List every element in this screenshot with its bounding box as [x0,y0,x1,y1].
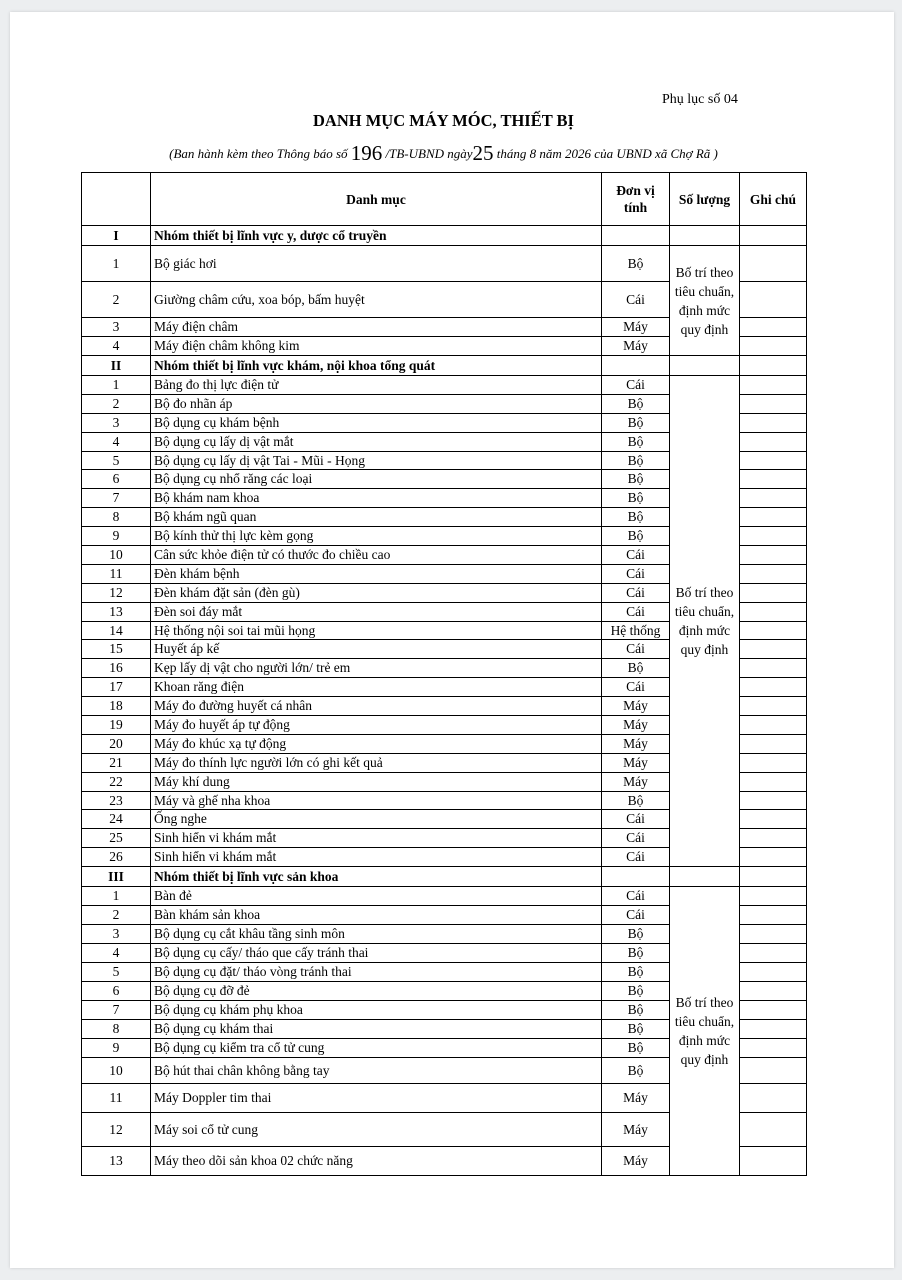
note-cell [740,546,807,565]
note-cell [740,925,807,944]
section-code: III [82,867,151,887]
note-cell [740,583,807,602]
subtitle-part-2: /TB-UBND ngày [385,146,473,161]
item-unit: Bộ [602,413,670,432]
item-number: 12 [82,1113,151,1147]
subtitle-part-1: (Ban hành kèm theo Thông báo số [169,146,348,161]
note-cell [740,489,807,508]
item-number: 6 [82,470,151,489]
item-name: Máy khí dung [151,772,602,791]
note-cell [740,1113,807,1147]
note-cell [740,829,807,848]
item-number: 5 [82,451,151,470]
item-name: Máy đo đường huyết cá nhân [151,697,602,716]
section-quantity-cell [670,226,740,246]
table-row [82,376,807,395]
item-number: 4 [82,432,151,451]
item-number: 9 [82,1039,151,1058]
table-row [82,887,807,906]
note-cell [740,697,807,716]
item-unit: Cái [602,906,670,925]
note-cell [740,337,807,356]
item-number: 11 [82,564,151,583]
note-cell [740,1058,807,1084]
item-name: Bộ khám nam khoa [151,489,602,508]
item-number: 18 [82,697,151,716]
item-unit: Bộ [602,1058,670,1084]
note-cell [740,678,807,697]
item-name: Bộ dụng cụ đỡ đẻ [151,982,602,1001]
section-unit-cell [602,356,670,376]
note-cell [740,318,807,337]
item-number: 4 [82,337,151,356]
section-note-cell [740,356,807,376]
item-name: Bộ giác hơi [151,246,602,282]
note-cell [740,1084,807,1113]
item-name: Bộ dụng cụ khám bệnh [151,413,602,432]
item-number: 13 [82,1147,151,1176]
item-unit: Bộ [602,527,670,546]
table-header-row [82,173,807,226]
item-name: Bàn khám sản khoa [151,906,602,925]
item-unit: Bộ [602,432,670,451]
appendix-label: Phụ lục số 04 [662,92,738,107]
item-name: Bàn đẻ [151,887,602,906]
item-number: 3 [82,925,151,944]
note-cell [740,716,807,735]
item-name: Sinh hiển vi khám mắt [151,829,602,848]
item-number: 24 [82,810,151,829]
item-name: Kẹp lấy dị vật cho người lớn/ trẻ em [151,659,602,678]
note-cell [740,413,807,432]
item-number: 16 [82,659,151,678]
item-number: 26 [82,848,151,867]
item-name: Giường châm cứu, xoa bóp, bấm huyệt [151,282,602,318]
note-cell [740,1039,807,1058]
note-cell [740,848,807,867]
document-title: DANH MỤC MÁY MÓC, THIẾT BỊ [313,111,574,130]
equipment-table [81,172,807,1176]
item-unit: Cái [602,848,670,867]
item-number: 2 [82,394,151,413]
item-number: 20 [82,734,151,753]
item-unit: Cái [602,546,670,565]
item-unit: Cái [602,282,670,318]
note-cell [740,887,807,906]
item-number: 17 [82,678,151,697]
item-name: Hệ thống nội soi tai mũi họng [151,621,602,640]
item-unit: Bộ [602,470,670,489]
item-name: Bảng đo thị lực điện tử [151,376,602,395]
item-number: 4 [82,944,151,963]
item-number: 19 [82,716,151,735]
quantity-note: Bố trí theo tiêu chuẩn, định mức quy định [670,376,740,867]
section-code: II [82,356,151,376]
item-unit: Máy [602,318,670,337]
section-row [82,226,807,246]
item-name: Bộ dụng cụ khám thai [151,1020,602,1039]
item-number: 8 [82,508,151,527]
item-number: 1 [82,246,151,282]
item-unit: Cái [602,583,670,602]
item-number: 10 [82,546,151,565]
header-stt [82,173,151,226]
section-note-cell [740,226,807,246]
note-cell [740,1001,807,1020]
note-cell [740,376,807,395]
note-cell [740,282,807,318]
item-number: 5 [82,963,151,982]
item-name: Bộ dụng cụ kiểm tra cổ tử cung [151,1039,602,1058]
note-cell [740,810,807,829]
note-cell [740,470,807,489]
note-cell [740,1020,807,1039]
item-name: Bộ đo nhãn áp [151,394,602,413]
table-body [82,226,807,1176]
note-cell [740,621,807,640]
item-name: Máy và ghế nha khoa [151,791,602,810]
item-number: 3 [82,318,151,337]
note-cell [740,1147,807,1176]
item-number: 10 [82,1058,151,1084]
item-name: Bộ dụng cụ khám phụ khoa [151,1001,602,1020]
item-unit: Cái [602,564,670,583]
item-name: Ống nghe [151,810,602,829]
note-cell [740,508,807,527]
header-quantity: Số lượng [670,173,740,226]
section-code: I [82,226,151,246]
item-unit: Máy [602,716,670,735]
note-cell [740,246,807,282]
item-unit: Máy [602,1113,670,1147]
item-name: Sinh hiển vi khám mắt [151,848,602,867]
item-name: Bộ hút thai chân không bằng tay [151,1058,602,1084]
item-unit: Hệ thống [602,621,670,640]
item-unit: Máy [602,697,670,716]
section-row [82,356,807,376]
item-unit: Bộ [602,394,670,413]
item-number: 1 [82,376,151,395]
item-name: Đèn soi đáy mắt [151,602,602,621]
note-cell [740,527,807,546]
item-name: Máy đo thính lực người lớn có ghi kết quả [151,753,602,772]
note-cell [740,753,807,772]
item-name: Máy soi cổ tử cung [151,1113,602,1147]
item-unit: Bộ [602,451,670,470]
item-number: 8 [82,1020,151,1039]
item-name: Đèn khám bệnh [151,564,602,583]
item-name: Khoan răng điện [151,678,602,697]
item-unit: Máy [602,337,670,356]
item-unit: Cái [602,640,670,659]
item-unit: Bộ [602,982,670,1001]
item-unit: Cái [602,829,670,848]
item-number: 7 [82,489,151,508]
section-unit-cell [602,867,670,887]
item-number: 9 [82,527,151,546]
item-number: 12 [82,583,151,602]
note-cell [740,734,807,753]
section-title: Nhóm thiết bị lĩnh vực khám, nội khoa tổng quát [151,356,602,376]
item-number: 2 [82,282,151,318]
section-title: Nhóm thiết bị lĩnh vực y, dược cổ truyền [151,226,602,246]
item-number: 25 [82,829,151,848]
item-unit: Bộ [602,508,670,527]
item-unit: Bộ [602,944,670,963]
item-name: Bộ dụng cụ cấy/ tháo que cấy tránh thai [151,944,602,963]
item-number: 21 [82,753,151,772]
note-cell [740,640,807,659]
item-unit: Cái [602,810,670,829]
item-name: Máy điện châm không kim [151,337,602,356]
item-unit: Bộ [602,1020,670,1039]
section-title: Nhóm thiết bị lĩnh vực sản khoa [151,867,602,887]
item-name: Máy đo khúc xạ tự động [151,734,602,753]
item-number: 15 [82,640,151,659]
section-quantity-cell [670,867,740,887]
note-cell [740,564,807,583]
document-number: 196 [350,141,383,165]
table-row [82,246,807,282]
item-name: Bộ kính thử thị lực kèm gọng [151,527,602,546]
note-cell [740,906,807,925]
item-name: Máy đo huyết áp tự động [151,716,602,735]
item-name: Bộ dụng cụ đặt/ tháo vòng tránh thai [151,963,602,982]
item-unit: Máy [602,1084,670,1113]
item-number: 3 [82,413,151,432]
note-cell [740,432,807,451]
item-name: Bộ dụng cụ cắt khâu tầng sinh môn [151,925,602,944]
item-unit: Cái [602,376,670,395]
item-unit: Máy [602,753,670,772]
item-unit: Máy [602,772,670,791]
subtitle-part-3: tháng 8 năm 2026 của UBND xã Chợ Rã ) [496,146,718,161]
item-unit: Bộ [602,925,670,944]
item-unit: Cái [602,602,670,621]
item-name: Bộ dụng cụ lấy dị vật mắt [151,432,602,451]
note-cell [740,982,807,1001]
item-name: Máy điện châm [151,318,602,337]
item-name: Máy theo dõi sản khoa 02 chức năng [151,1147,602,1176]
note-cell [740,602,807,621]
item-name: Huyết áp kế [151,640,602,659]
item-number: 7 [82,1001,151,1020]
section-note-cell [740,867,807,887]
note-cell [740,944,807,963]
note-cell [740,772,807,791]
item-number: 6 [82,982,151,1001]
item-name: Máy Doppler tim thai [151,1084,602,1113]
item-unit: Cái [602,678,670,697]
quantity-note: Bố trí theo tiêu chuẩn, định mức quy định [670,887,740,1176]
item-unit: Bộ [602,963,670,982]
item-name: Đèn khám đặt sản (đèn gù) [151,583,602,602]
header-name: Danh mục [151,173,602,226]
item-unit: Bộ [602,489,670,508]
item-unit: Cái [602,887,670,906]
item-number: 2 [82,906,151,925]
document-subtitle [0,141,887,166]
item-number: 13 [82,602,151,621]
item-number: 14 [82,621,151,640]
item-name: Bộ dụng cụ nhổ răng các loại [151,470,602,489]
item-unit: Bộ [602,791,670,810]
item-unit: Bộ [602,246,670,282]
section-row [82,867,807,887]
section-unit-cell [602,226,670,246]
header-note: Ghi chú [740,173,807,226]
note-cell [740,451,807,470]
note-cell [740,963,807,982]
item-number: 23 [82,791,151,810]
document-day: 25 [472,141,494,165]
quantity-note: Bố trí theo tiêu chuẩn, định mức quy định [670,246,740,356]
item-unit: Bộ [602,1039,670,1058]
section-quantity-cell [670,356,740,376]
note-cell [740,791,807,810]
item-name: Cân sức khỏe điện tử có thước đo chiều cao [151,546,602,565]
item-number: 22 [82,772,151,791]
item-unit: Bộ [602,659,670,678]
note-cell [740,659,807,678]
item-name: Bộ khám ngũ quan [151,508,602,527]
item-name: Bộ dụng cụ lấy dị vật Tai - Mũi - Họng [151,451,602,470]
item-unit: Bộ [602,1001,670,1020]
item-number: 1 [82,887,151,906]
item-unit: Máy [602,734,670,753]
note-cell [740,394,807,413]
item-unit: Máy [602,1147,670,1176]
header-unit: Đơn vị tính [602,173,670,226]
item-number: 11 [82,1084,151,1113]
